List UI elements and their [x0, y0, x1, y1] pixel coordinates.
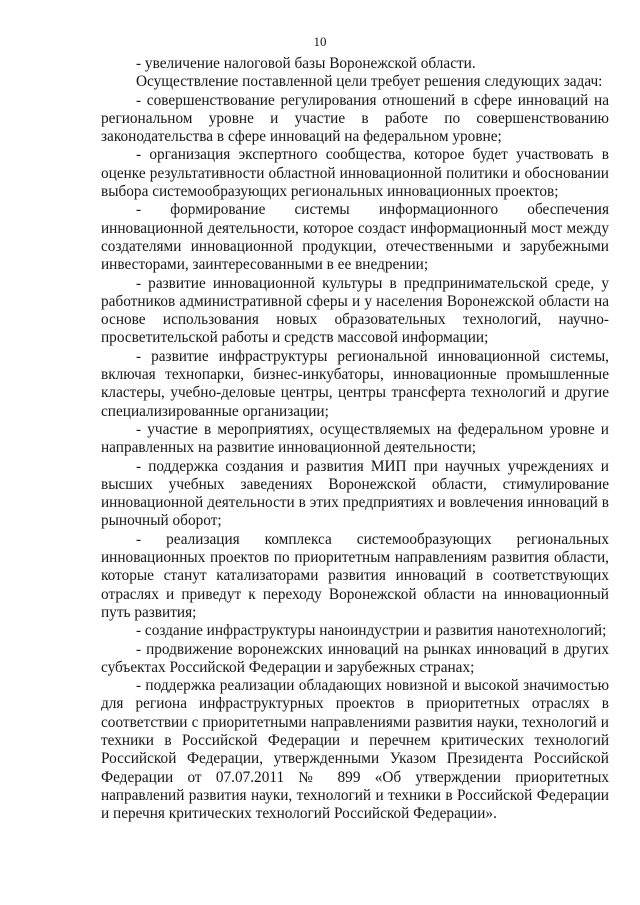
paragraph-task-project-support: - поддержка реализации обладающих новизной и высокой значимостью для региона инфраструктурных проектов в приоритетных отраслях в соответствии с приоритетными направлениями развития науки, технологий и техники в Российской Федерации и перечнем критических технологий Российской Федерации, утвержденными Указом Президента Российской Федерации от 07.07.2011 № 899 «Об утверждении приоритетных направлений развития науки, технологий и техники в Российской Федерации и перечня критических технологий Российской Федерации».	[101, 677, 609, 823]
paragraph-goal-intro: Осуществление поставленной цели требует решения следующих задач:	[136, 73, 603, 91]
paragraph-task-regulation: - совершенствование регулирования отношений в сфере инноваций на региональном уровне и участие в работе по совершенствованию законодательства в сфере инноваций на федеральном уровне;	[101, 91, 609, 146]
paragraph-task-federal-events: - участие в мероприятиях, осуществляемых на федеральном уровне и направленных на развитие инновационной деятельности;	[101, 420, 609, 457]
body-text	[101, 55, 609, 823]
paragraph-task-innovation-culture: - развитие инновационной культуры в предпринимательской среде, у работников административной сферы и у населения Воронежской области на основе использования новых образовательных технологий, научно-просветительской работы и средств массовой информации;	[101, 274, 609, 347]
page-number: 10	[313, 34, 327, 49]
paragraph-task-projects: - реализация комплекса системообразующих региональных инновационных проектов по приоритетным направлениям развития области, которые станут катализаторами развития инноваций в соответствующих отраслях и приведут к переходу Воронежской области на инновационный путь развития;	[101, 530, 609, 621]
paragraph-task-infrastructure: - развитие инфраструктуры региональной инновационной системы, включая технопарки, бизнес-инкубаторы, инновационные промышленные кластеры, учебно-деловые центры, центры трансферта технологий и другие специализированные организации;	[101, 347, 609, 420]
paragraph-task-promotion: - продвижение воронежских инноваций на рынках инноваций в других субъектах Российской Федерации и зарубежных странах;	[101, 640, 609, 676]
paragraph-task-mip-support: - поддержка создания и развития МИП при научных учреждениях и высших учебных заведениях Воронежской области, стимулирование инновационной деятельности в этих предприятиях и вовлечения инноваций в рыночный оборот;	[101, 457, 609, 530]
paragraph-task-information-system: - формирование системы информационного обеспечения инновационной деятельности, которое создаст информационный мост между создателями инновационной продукции, отечественными и зарубежными инвесторами, заинтересованными в ее внедрении;	[101, 201, 609, 274]
paragraph-task-nanoindustry: - создание инфраструктуры наноиндустрии и развития нанотехнологий;	[136, 622, 607, 640]
paragraph-tax-base: - увеличение налоговой базы Воронежской области.	[136, 55, 476, 72]
paragraph-task-expert-community: - организация экспертного сообщества, которое будет участвовать в оценке результативности областной инновационной политики и обосновании выбора системообразующих региональных инновационных проектов;	[101, 146, 609, 201]
